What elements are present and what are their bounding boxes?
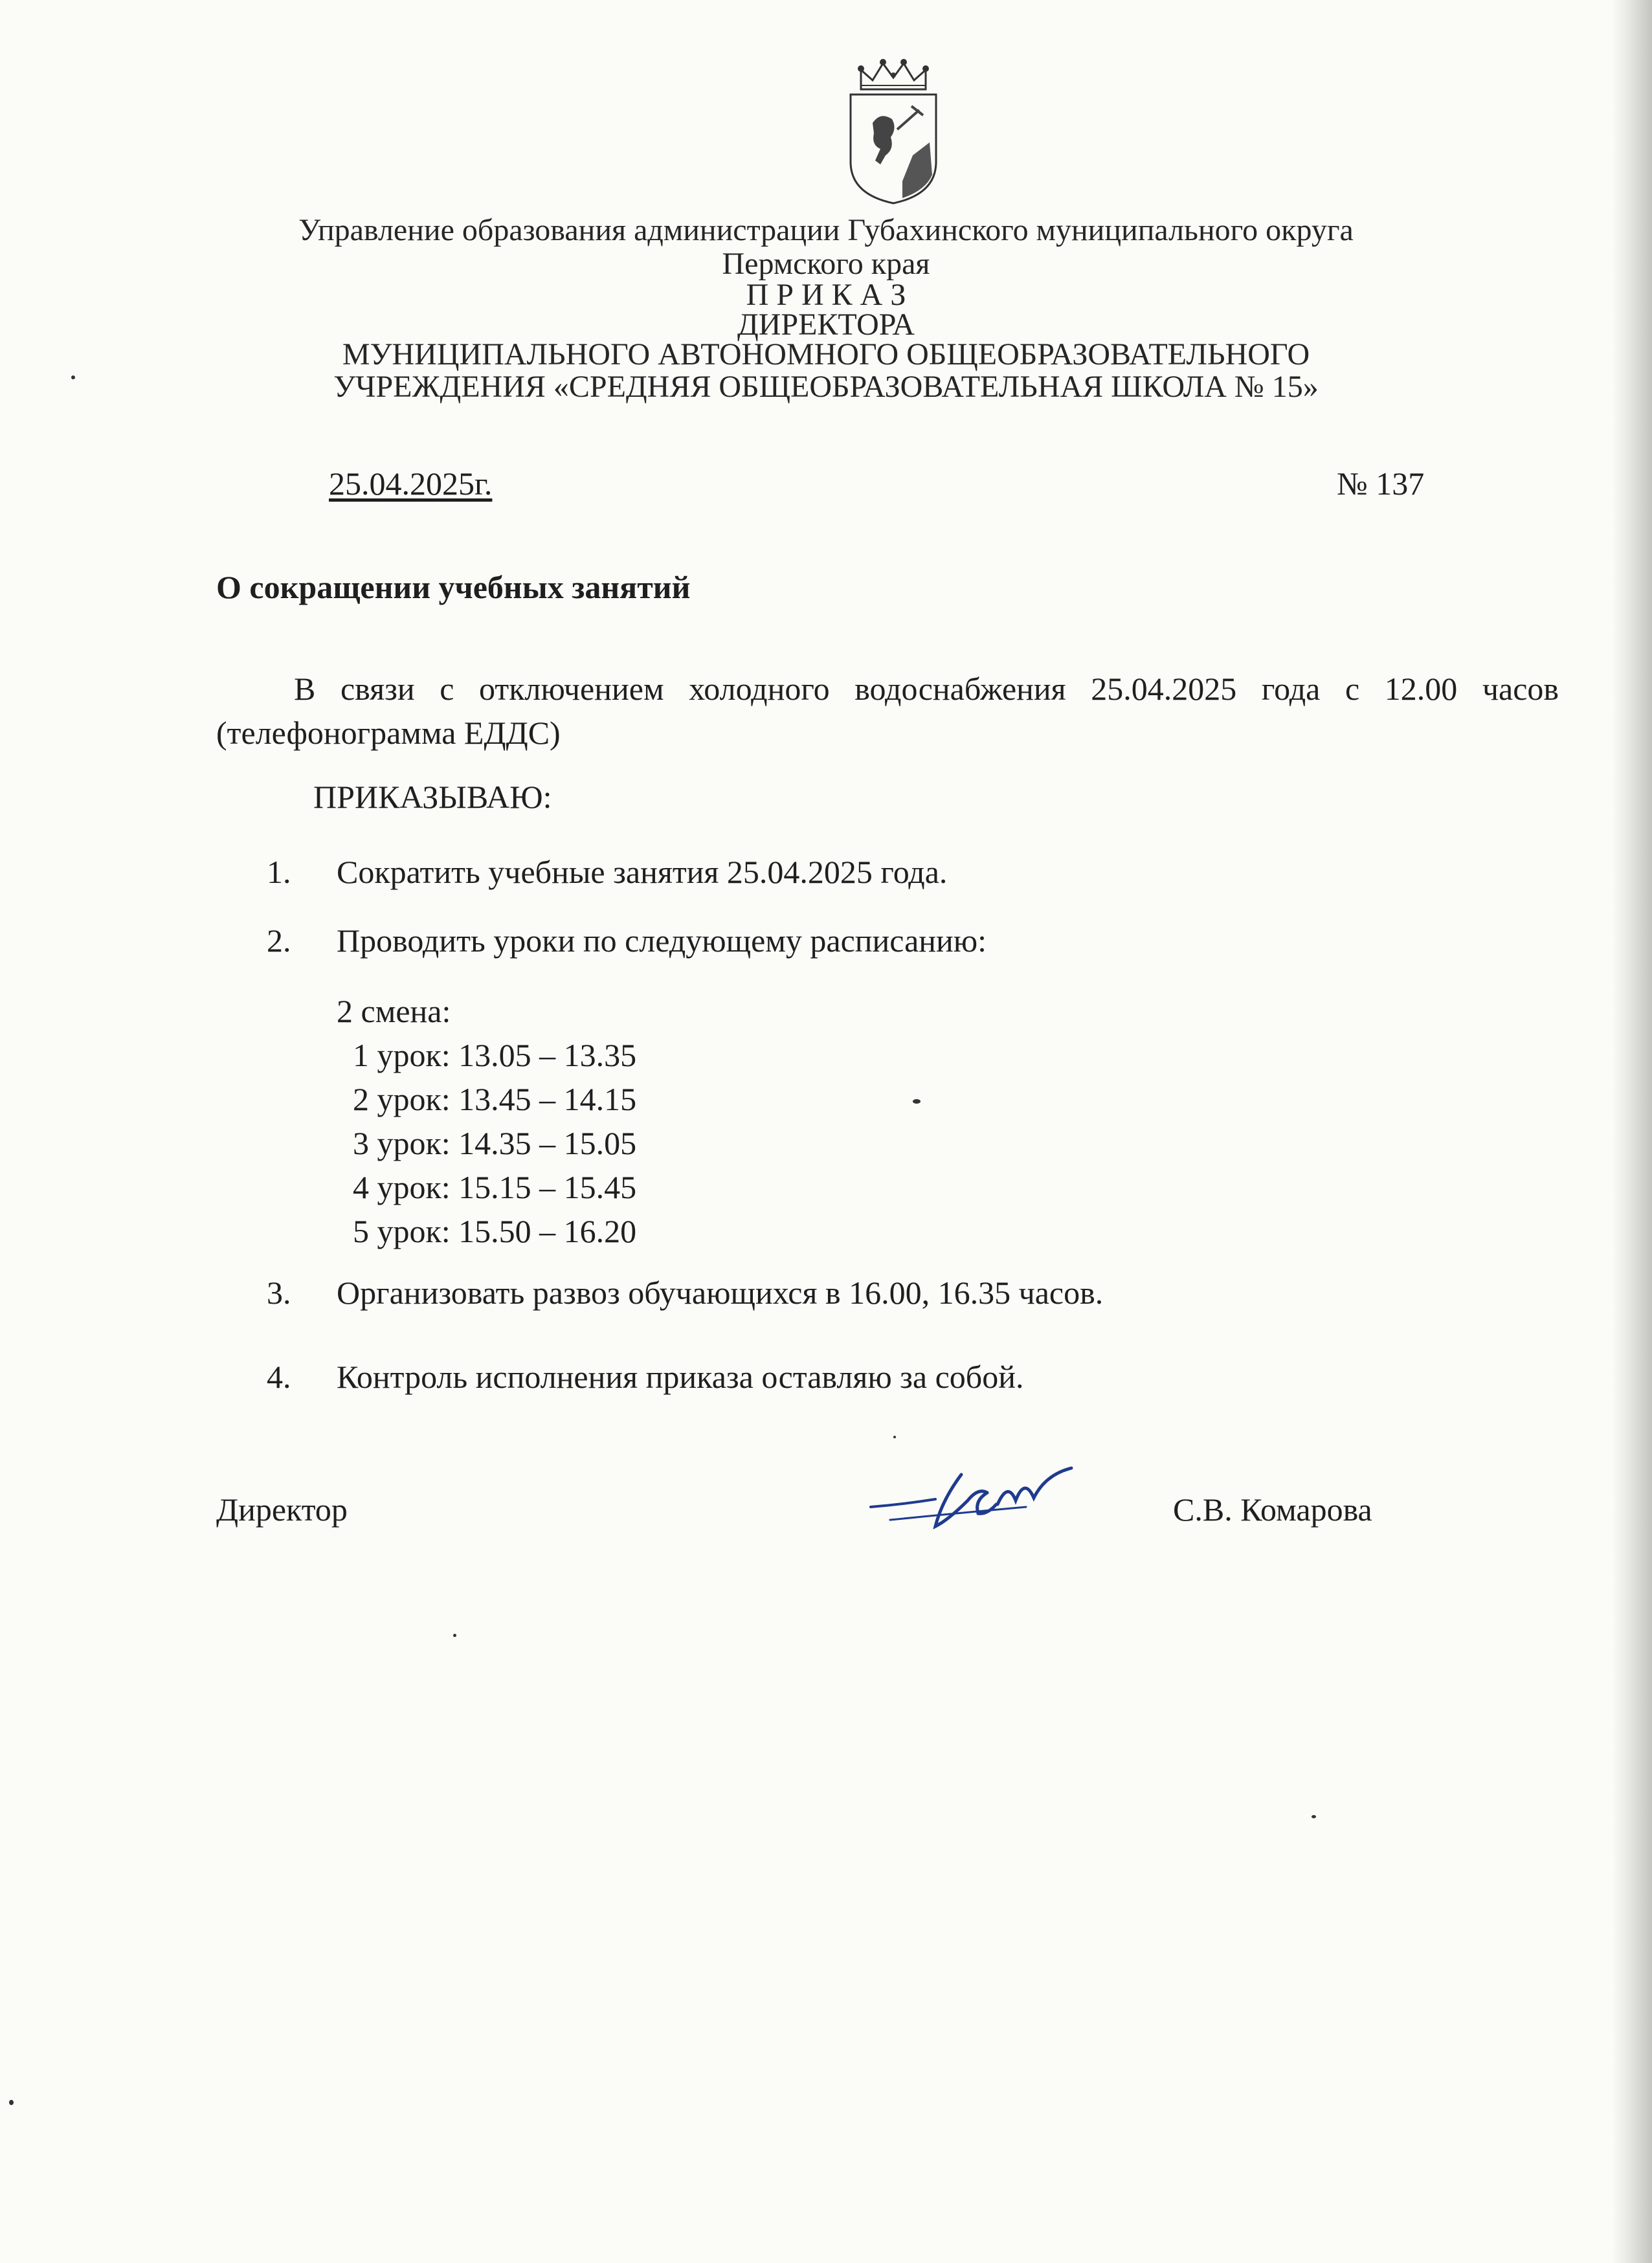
order-title: О сокращении учебных занятий bbox=[216, 569, 691, 605]
header-line-region: Пермского края bbox=[722, 247, 930, 281]
item-text: Организовать развоз обучающихся в 16.00, 16.35 часов. bbox=[337, 1275, 1104, 1311]
scan-speck bbox=[71, 375, 75, 379]
signatory-name: С.В. Комарова bbox=[1173, 1491, 1372, 1528]
scan-speck bbox=[1312, 1815, 1316, 1818]
item-text: Контроль исполнения приказа оставляю за собой. bbox=[337, 1359, 1024, 1395]
item-text: Проводить уроки по следующему расписанию: bbox=[337, 922, 987, 959]
header-line-institution-1: МУНИЦИПАЛЬНОГО АВТОНОМНОГО ОБЩЕОБРАЗОВАТЕЛЬНОГО bbox=[342, 337, 1310, 372]
header-line-order: П Р И К А З bbox=[746, 278, 906, 312]
item-number: 1. bbox=[267, 854, 291, 890]
scan-speck bbox=[893, 1436, 896, 1438]
item-number: 2. bbox=[267, 922, 291, 959]
schedule-lesson: 4 урок: 15.15 – 15.45 bbox=[353, 1169, 637, 1205]
order-number: № 137 bbox=[1337, 465, 1425, 502]
handwritten-signature-icon bbox=[864, 1462, 1078, 1539]
header-line-agency: Управление образования администрации Губахинского муниципального округа bbox=[298, 213, 1354, 247]
header-line-institution-2: УЧРЕЖДЕНИЯ «СРЕДНЯЯ ОБЩЕОБРАЗОВАТЕЛЬНАЯ ШКОЛА № 15» bbox=[333, 370, 1319, 404]
schedule-shift: 2 смена: bbox=[337, 993, 451, 1029]
order-preamble: В связи с отключением холодного водоснабжения 25.04.2025 года с 12.00 часов (телефонограмма ЕДДС) bbox=[216, 671, 1559, 751]
header-line-director: ДИРЕКТОРА bbox=[737, 307, 915, 342]
signatory-role: Директор bbox=[216, 1491, 348, 1528]
scan-edge-shadow bbox=[1612, 0, 1652, 2263]
order-command: ПРИКАЗЫВАЮ: bbox=[313, 779, 552, 815]
item-number: 3. bbox=[267, 1275, 291, 1311]
schedule-lesson: 5 урок: 15.50 – 16.20 bbox=[353, 1213, 637, 1249]
order-date: 25.04.2025г. bbox=[329, 465, 493, 502]
schedule-lesson: 3 урок: 14.35 – 15.05 bbox=[353, 1125, 637, 1161]
item-number: 4. bbox=[267, 1359, 291, 1395]
coat-of-arms-icon bbox=[835, 52, 952, 207]
schedule-lesson: 2 урок: 13.45 – 14.15 bbox=[353, 1081, 637, 1117]
scan-speck bbox=[9, 2100, 14, 2105]
item-text: Сократить учебные занятия 25.04.2025 года. bbox=[337, 854, 948, 890]
scan-speck bbox=[453, 1634, 456, 1637]
scan-speck bbox=[913, 1099, 921, 1104]
schedule-lesson: 1 урок: 13.05 – 13.35 bbox=[353, 1037, 637, 1073]
